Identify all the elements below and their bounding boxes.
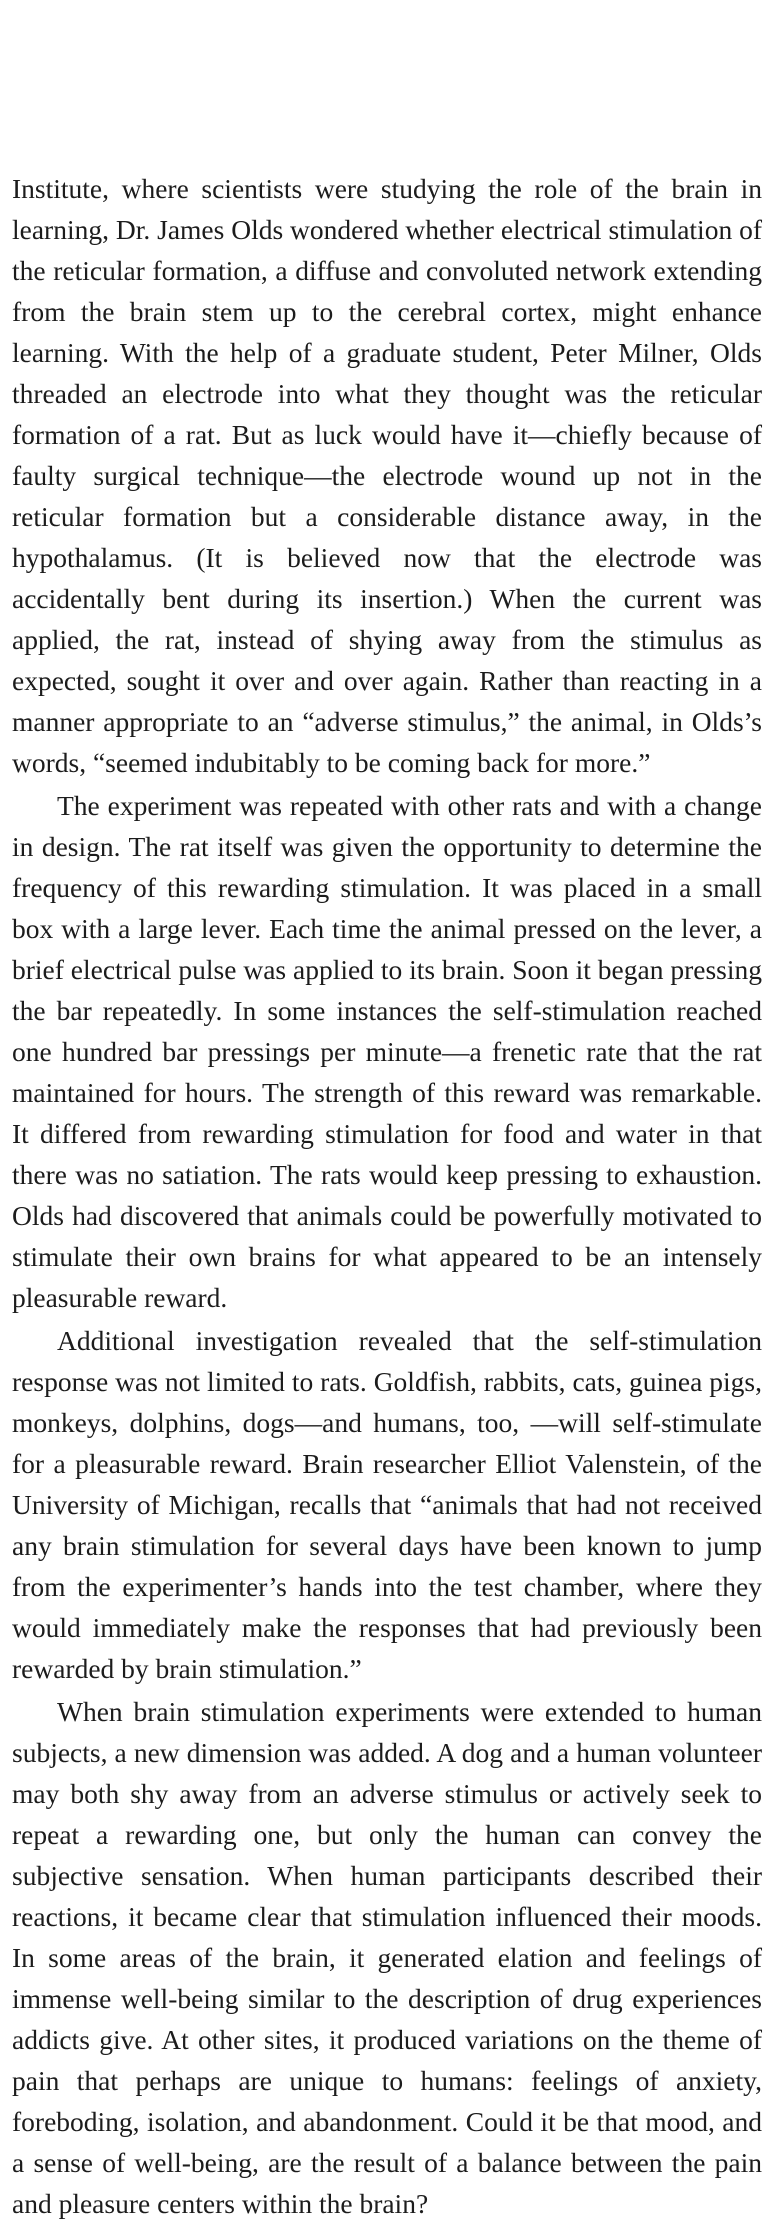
paragraph-additional-investigation: Additional investigation revealed that the self-stimulation response was not limited to rats. Goldfish, rabbits, cats, guinea pigs, monkeys, dolphins, dogs—and humans, too, —will self-stimulate for a pleasurable reward. Brain researcher Elliot Valenstein, of the University of Michigan, recalls that “animals that had not received any brain stimulation for several days have been known to jump from the experimenter’s hands into the test chamber, where they would immediately make the responses that had previously been rewarded by brain stimulation.” (12, 1325, 762, 1684)
paragraph-experiment-repeated: The experiment was repeated with other rats and with a change in design. The rat itself was given the opportunity to determine the frequency of this rewarding stimulation. It was placed in a small box with a large lever. Each time the animal pressed on the lever, a brief electrical pulse was applied to its brain. Soon it began pressing the bar repeatedly. In some instances the self-stimulation reached one hundred bar pressings per minute—a frenetic rate that the rat maintained for hours. The strength of this reward was remarkable. It differed from rewarding stimulation for food and water in that there was no satiation. The rats would keep pressing to exhaustion. Olds had discovered that animals could be powerfully motivated to stimulate their own brains for what appeared to be an intensely pleasurable reward. (12, 790, 762, 1313)
paragraph-human-subjects: When brain stimulation experiments were extended to human subjects, a new dimension was added. A dog and a human volunteer may both shy away from an adverse stimulus or actively seek to repeat a rewarding one, but only the human can convey the subjective sensation. When human participants described their reactions, it became clear that stimulation influenced their moods. In some areas of the brain, it generated elation and feelings of immense well-being similar to the description of drug experiences addicts give. At other sites, it produced variations on the theme of pain that perhaps are unique to humans: feelings of anxiety, foreboding, isolation, and abandonment. Could it be that mood, and a sense of well-being, are the result of a balance between the pain and pleasure centers within the brain? (12, 1696, 762, 2219)
document-page (12, 168, 762, 2224)
paragraph-olds-discovery: Institute, where scientists were studying the role of the brain in learning, Dr. James Olds wondered whether electrical stimulation of the reticular formation, a diffuse and convoluted network extending from the brain stem up to the cerebral cortex, might enhance learning. With the help of a graduate student, Peter Milner, Olds threaded an electrode into what they thought was the reticular formation of a rat. But as luck would have it—chiefly because of faulty surgical technique—the electrode wound up not in the reticular formation but a considerable distance away, in the hypothalamus. (It is believed now that the electrode was accidentally bent during its insertion.) When the current was applied, the rat, instead of shying away from the stimulus as expected, sought it over and over again. Rather than reacting in a manner appropriate to an “adverse stimulus,” the animal, in Olds’s words, “seemed indubitably to be coming back for more.” (12, 173, 762, 778)
